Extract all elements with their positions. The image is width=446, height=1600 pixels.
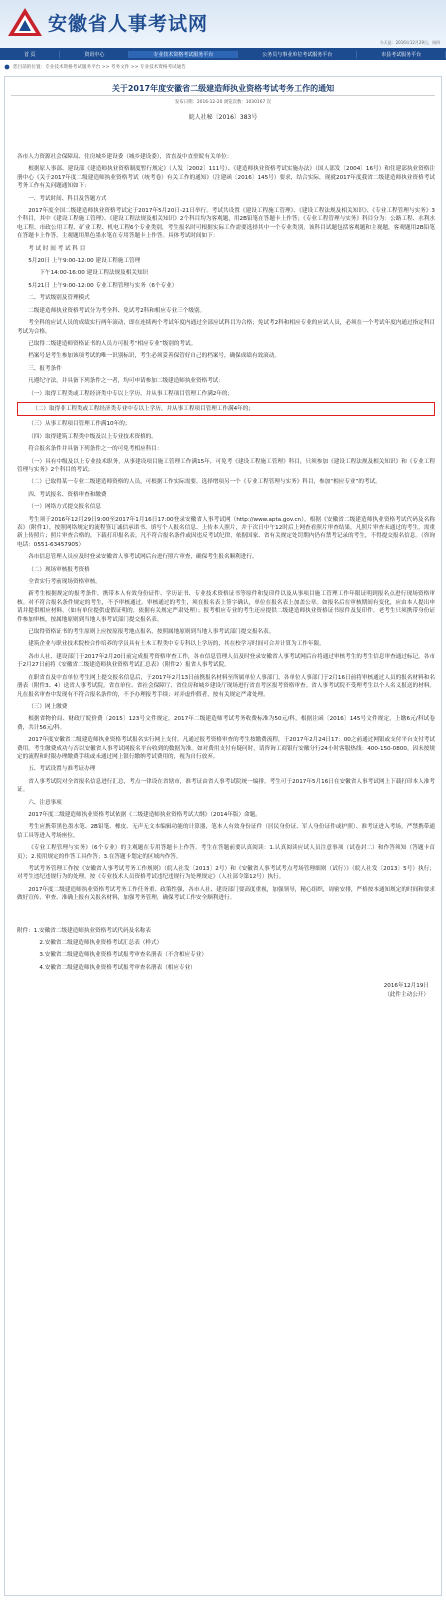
body-paragraph: 符合报名条件并具备下列条件之一的可免考相应科目： <box>28 446 163 453</box>
body-paragraph: 下午14:00-16:00 建设工程法规及相关知识 <box>39 270 149 277</box>
body-paragraph: 2017年度全国二级建造师执业资格考试定于2017年5月20日-21日举行。考试共设置《建设工程施工管理》、《建设工程法规及相关知识》、《专业工程管理与实务》3个科目，其中《建设工程施工管理》、《建设工程法规及相关知识》2个科目均为客观题，用2B铅笔在答题卡上作答；《专业工程管理与实务》科目分为：公路工程、水利水电工程、市政公用工程、矿业工程、机电工程6个专业类别，考生报名时可根据实际工作需要选择其中一个专业类别，该科目试题包括客观题和主观题，客观题用2B铅笔在答题卡上作答，主观题用黑色墨水笔在专用答题卡上作答。具体考试时间如下： <box>17 208 435 240</box>
body-paragraph: 六、注意事项 <box>28 799 62 806</box>
body-paragraph: 二、考试级别及管理模式 <box>28 295 90 302</box>
body-paragraph: （三）从事工程项目管理工作满10年的； <box>28 421 131 428</box>
attachment-item[interactable]: 3.安徽省二级建造师执业资格考试报考审查名册表（不含相应专业） <box>39 952 207 959</box>
body-paragraph: 在职省直及中直单位考生网上提交报名信息后，于2017年2月13日前携报名材料至所属单位人事部门，各单位人事部门于2月16日前将审核通过人员的报名材料和名册表（附件3、4）送省人事考试院。省直单位、省社会保障厅、省住房和城乡建设厅现场进行省直考区报考资格审查。省人事考试院不受理考生以个人名义报送的材料。凡在报名审查中发现有不符合报名条件的，不予办理报考手续；对弄虚作假者，按有关规定严肃处理。 <box>17 674 435 698</box>
location-icon <box>4 64 10 70</box>
article-meta: 发布日期：2016-12-20 浏览次数：1030167 次 <box>174 100 272 105</box>
body-paragraph: 《专业工程管理与实务》（6个专业）的主观题在专用答题卡上作答。考生在答题前要认真阅读：1.认真阅读应试人员注意事项（试卷封二）和作答须知（答题卡首页）；2.使用规定的作答工具作答；3.在答题卡划定的区域内作答。 <box>17 845 435 860</box>
body-paragraph: （四）取得建筑工程类中级及以上专业技术资格的。 <box>28 433 157 440</box>
attachments-list <box>17 927 435 973</box>
article-title: 关于2017年度安徽省二级建造师执业资格考试考务工作的通知 <box>111 84 335 93</box>
attachment-item[interactable]: 附件：1.安徽省二级建造师执业资格考试代码及名称表 <box>17 927 151 934</box>
article-panel <box>4 76 442 1596</box>
body-paragraph: （一）具有中级及以上专业技术职务，从事建设项目施工管理工作满15年，可免考《建设工程施工管理》科目，只须参加《建设工程法规及相关知识》和《专业工程管理与实务》2个科目的考试； <box>17 458 435 473</box>
body-paragraph: （三）网上缴费 <box>28 703 68 710</box>
body-paragraph: 五、考试设置与准考证办理 <box>28 766 96 773</box>
body-paragraph: 5月21日 上午9:00-12:00 专业工程管理与实务（6个专业） <box>28 282 178 289</box>
nav-item[interactable]: 首 页 <box>0 51 60 58</box>
body-paragraph: 5月20日 上午9:00-12:00 建设工程施工管理 <box>28 258 141 265</box>
nav-item[interactable]: 资讯中心 <box>60 51 129 58</box>
document-date: 2016年12月19日 <box>383 983 429 990</box>
main-nav <box>0 48 446 60</box>
body-paragraph: 省人事考试院对全省报名信息进行汇总，考点一律设在省辖市，准考证由省人事考试院统一编排。考生可于2017年5月16日在安徽省人事考试网上下载打印本人准考证。 <box>17 778 435 794</box>
body-paragraph: 三、报考条件 <box>28 365 62 372</box>
body-paragraph: 二级建造师执业资格考试分为考全科、免试考2科和相应专业三个级别。 <box>28 307 206 314</box>
body-paragraph: 一、考试时间、科目及答题方式 <box>28 195 107 202</box>
body-paragraph: 根据原人事部、建设部《建造师执业资格制度暂行规定》（人发〔2002〕111号）、《建造师执业资格考试实施办法》（国人部发〔2004〕16号）和住建部执业资格注册中心《关于2017年度二级建造师执业资格考试（统考卷）有关工作的通知》（注建函〔2016〕145号）要求，结合实际，现就2017年度我省二级建造师执业资格考试考务工作有关问题通知如下： <box>17 166 435 190</box>
body-paragraph: 全省实行考前现场资格审核。 <box>28 579 101 586</box>
highlighted-paragraph: （二）取得非工程类或工程经济类专业中专以上学历，并从事工程项目管理工作满4年的； <box>17 402 435 416</box>
body-paragraph: 各市人力资源社会保障局、住房城乡建设委（城乡建设委），省直及中直驻皖有关单位： <box>17 154 233 160</box>
body-paragraph: 2017年度二级建造师执业资格考试依据《二级建造师执业资格考试大纲》（2014年版）命题。 <box>28 811 261 818</box>
body-paragraph: 已取得资格证书的考生原则上应按原报考地点报名，按照属地原则到当地人事考试部门提交报名表。 <box>28 629 275 636</box>
body-paragraph: （二）已取得某一专业二级建造师资格的人员，可根据工作实际需要，选择增项另一个《专业工程管理与实务》科目，参加“相应专业”的考试。 <box>28 479 381 486</box>
attachment-item[interactable]: 2.安徽省二级建造师执业资格考试汇总表（样式） <box>39 940 163 947</box>
title-divider <box>11 95 435 96</box>
header-date: 今天是：2016年12月29日，周四 <box>379 40 440 45</box>
body-paragraph: （一）网络方式提交报名信息 <box>28 504 101 511</box>
body-paragraph: 考全科的应试人员的成绩实行两年滚动，即在连续两个考试年度内通过全部应试科目为合格；免试考2科和相应专业的应试人员，必须在一个考试年度内通过指定科目考试为合格。 <box>17 320 435 335</box>
body-paragraph: 根据省物价局、财政厅皖价费〔2015〕123号文件规定，2017年二级建造师考试考务收费标准为50元/科，根据注函〔2016〕145号文件规定，上缴6元/科试卷费，共计56元/科。 <box>17 716 435 731</box>
breadcrumb-text[interactable]: 您目前的位置：专业技术资格考试服务平台 >> 考务文件 >> 专业技术资格考试通告 <box>13 65 186 70</box>
body-paragraph: （一）取得工程类或工程经济类中专以上学历，并从事工程项目管理工作满2年的； <box>28 390 234 397</box>
document-number: 皖人社秘〔2016〕383号 <box>188 114 258 121</box>
nav-item[interactable]: 专业技术资格考试服务平台 <box>129 51 238 58</box>
attachment-item[interactable]: 4.安徽省二级建造师执业资格考试报考审查名册表（相应专业） <box>39 964 196 971</box>
body-paragraph: 2017年度安徽省二级建造师执业资格考试报名实行网上支付。凡通过报考资格审查的考生按缴费流程，于2017年2月24日17：00之前通过网银或支付平台支付考试费用。考生缴费成功与否以安徽省人事考试网报名平台收到的数据为准。如对费用支付有疑问时，请咨询工商银行安徽分行24小时客服热线：400-150-0800。因未按规定的流程和时限办理缴费手续或未通过网上银行缴纳考试费用的，视为自行放弃。 <box>17 737 435 760</box>
body-paragraph: 各市信息管理人员应及时登录安徽省人事考试网后台进行照片审查，确保考生报名顺利进行。 <box>28 554 258 561</box>
nav-item[interactable]: 公务员与事业单位考试服务平台 <box>238 51 357 58</box>
body-paragraph: 建筑企业与职业技术院校合作培养的学员具有土木工程类中专专科以上学历的，其在校学习时间可合并计算为工作年限。 <box>28 641 325 648</box>
disclosure-note: （此件主动公开） <box>384 991 429 998</box>
body-paragraph: 档案号是考生参加该项考试的唯一识别标识，考生必须妥善保管好自己的档案号，确保成绩有效滚动。 <box>28 353 280 360</box>
article-body <box>17 153 435 999</box>
site-logo-icon[interactable] <box>6 6 44 40</box>
body-paragraph: 考生应携带黑色墨水笔、2B铅笔、橡皮、无声无文本编辑功能的计算器，笔本人有效身份证件（居民身份证、军人身份证件或护照）、准考证进入考场，严禁携带通信工具等进入考场座位。 <box>17 824 435 839</box>
body-paragraph: 各市人社、建设部门于2017年2月20日前完成报考资格审查工作，各市信息管理人员及时登录安徽省人事考试网后台将通过审核考生的考生信息审查通过标记。各市于2月27日前将《安徽省二级建造师执业资格考试汇总表》（附件2）报省人事考试院。 <box>17 653 435 669</box>
body-paragraph: 已取得二级建造师资格证书的人员方可报考“相应专业”级别的考试。 <box>28 340 197 347</box>
site-title[interactable]: 安徽省人事考试网 <box>48 13 209 35</box>
body-paragraph: 凡遵纪守法，并具备下列条件之一者，均可申请参加二级建造师执业资格考试： <box>28 378 224 385</box>
body-paragraph: （二）现场审核报考资格 <box>28 566 90 573</box>
body-paragraph: 考生须于2016年12月29日9:00至2017年1月16日17:00登录安徽省人事考试网（http://www.apta.gov.cn），根据《安徽省二级建造师执业资格考试代码及名称表》（附件1），按照网络规定的流程签订诚信承诺书、填写个人报名信息、上传本人照片，并于次日中午12时后上网查看照片审查结果。凡照片审查未通过的考生，需重新上传照片；照片审查合格的，下载打印报名表。凡不符合报名条件或因违反考试纪律，依据国家、省有关规定处罚期内仍有禁考记录的考生，不得提交报名信息。（咨询电话：0551-63457905） <box>17 516 435 548</box>
body-paragraph: 新考生根据规定的报考条件，携带本人有效身份证件、学历证书、专业技术资格证书等原件和复印件以及从事项目施工管理工作年限证明到报名点进行现场资格审核。对不符合报名条件规定的考生，不予审核通过。审核通过的考生，须在报名表上签字确认，单位在报名表上加盖公章。如报名后在审核期间有变化，应由本人提出申请并提供相应材料。（如有单位提供虚假证明的，依据有关规定严肃处理）；报考相应专业的考生还应提供二级建造师执业资格证书原件及复印件。老考生只须携带身份证件参加审核，按属地原则到当地人事考试部门提交报名表。 <box>17 591 435 623</box>
body-paragraph: 考试考务管理工作按《安徽省人事考试考务工作规则》（皖人社发〔2013〕2号）和《安徽省人事考试考点考场管理细则（试行）》（皖人社发〔2013〕5号）执行；对考生违纪违规行为的处理，按《专业技术人员资格考试违纪违规行为处理规定》（人社部令第12号）执行。 <box>17 866 435 881</box>
body-paragraph: 2017年度二级建造师执业资格考试考务工作任务重、政策性强，各市人社、建设部门要高度重视，加强领导，精心组织，周密安排，严格按本通知规定的时间和要求做好宣传、审查、准确上报有关报名材料，加强考务管理，确保考试工作安全顺利进行。 <box>17 886 435 902</box>
site-header <box>0 0 446 48</box>
nav-item[interactable]: 市县考试服务平台 <box>357 51 446 58</box>
body-paragraph: 四、考试报名、资格审查和缴费 <box>28 491 107 498</box>
breadcrumb <box>4 62 442 72</box>
body-paragraph: 考 试 时 间 考 试 科 目 <box>28 245 86 252</box>
